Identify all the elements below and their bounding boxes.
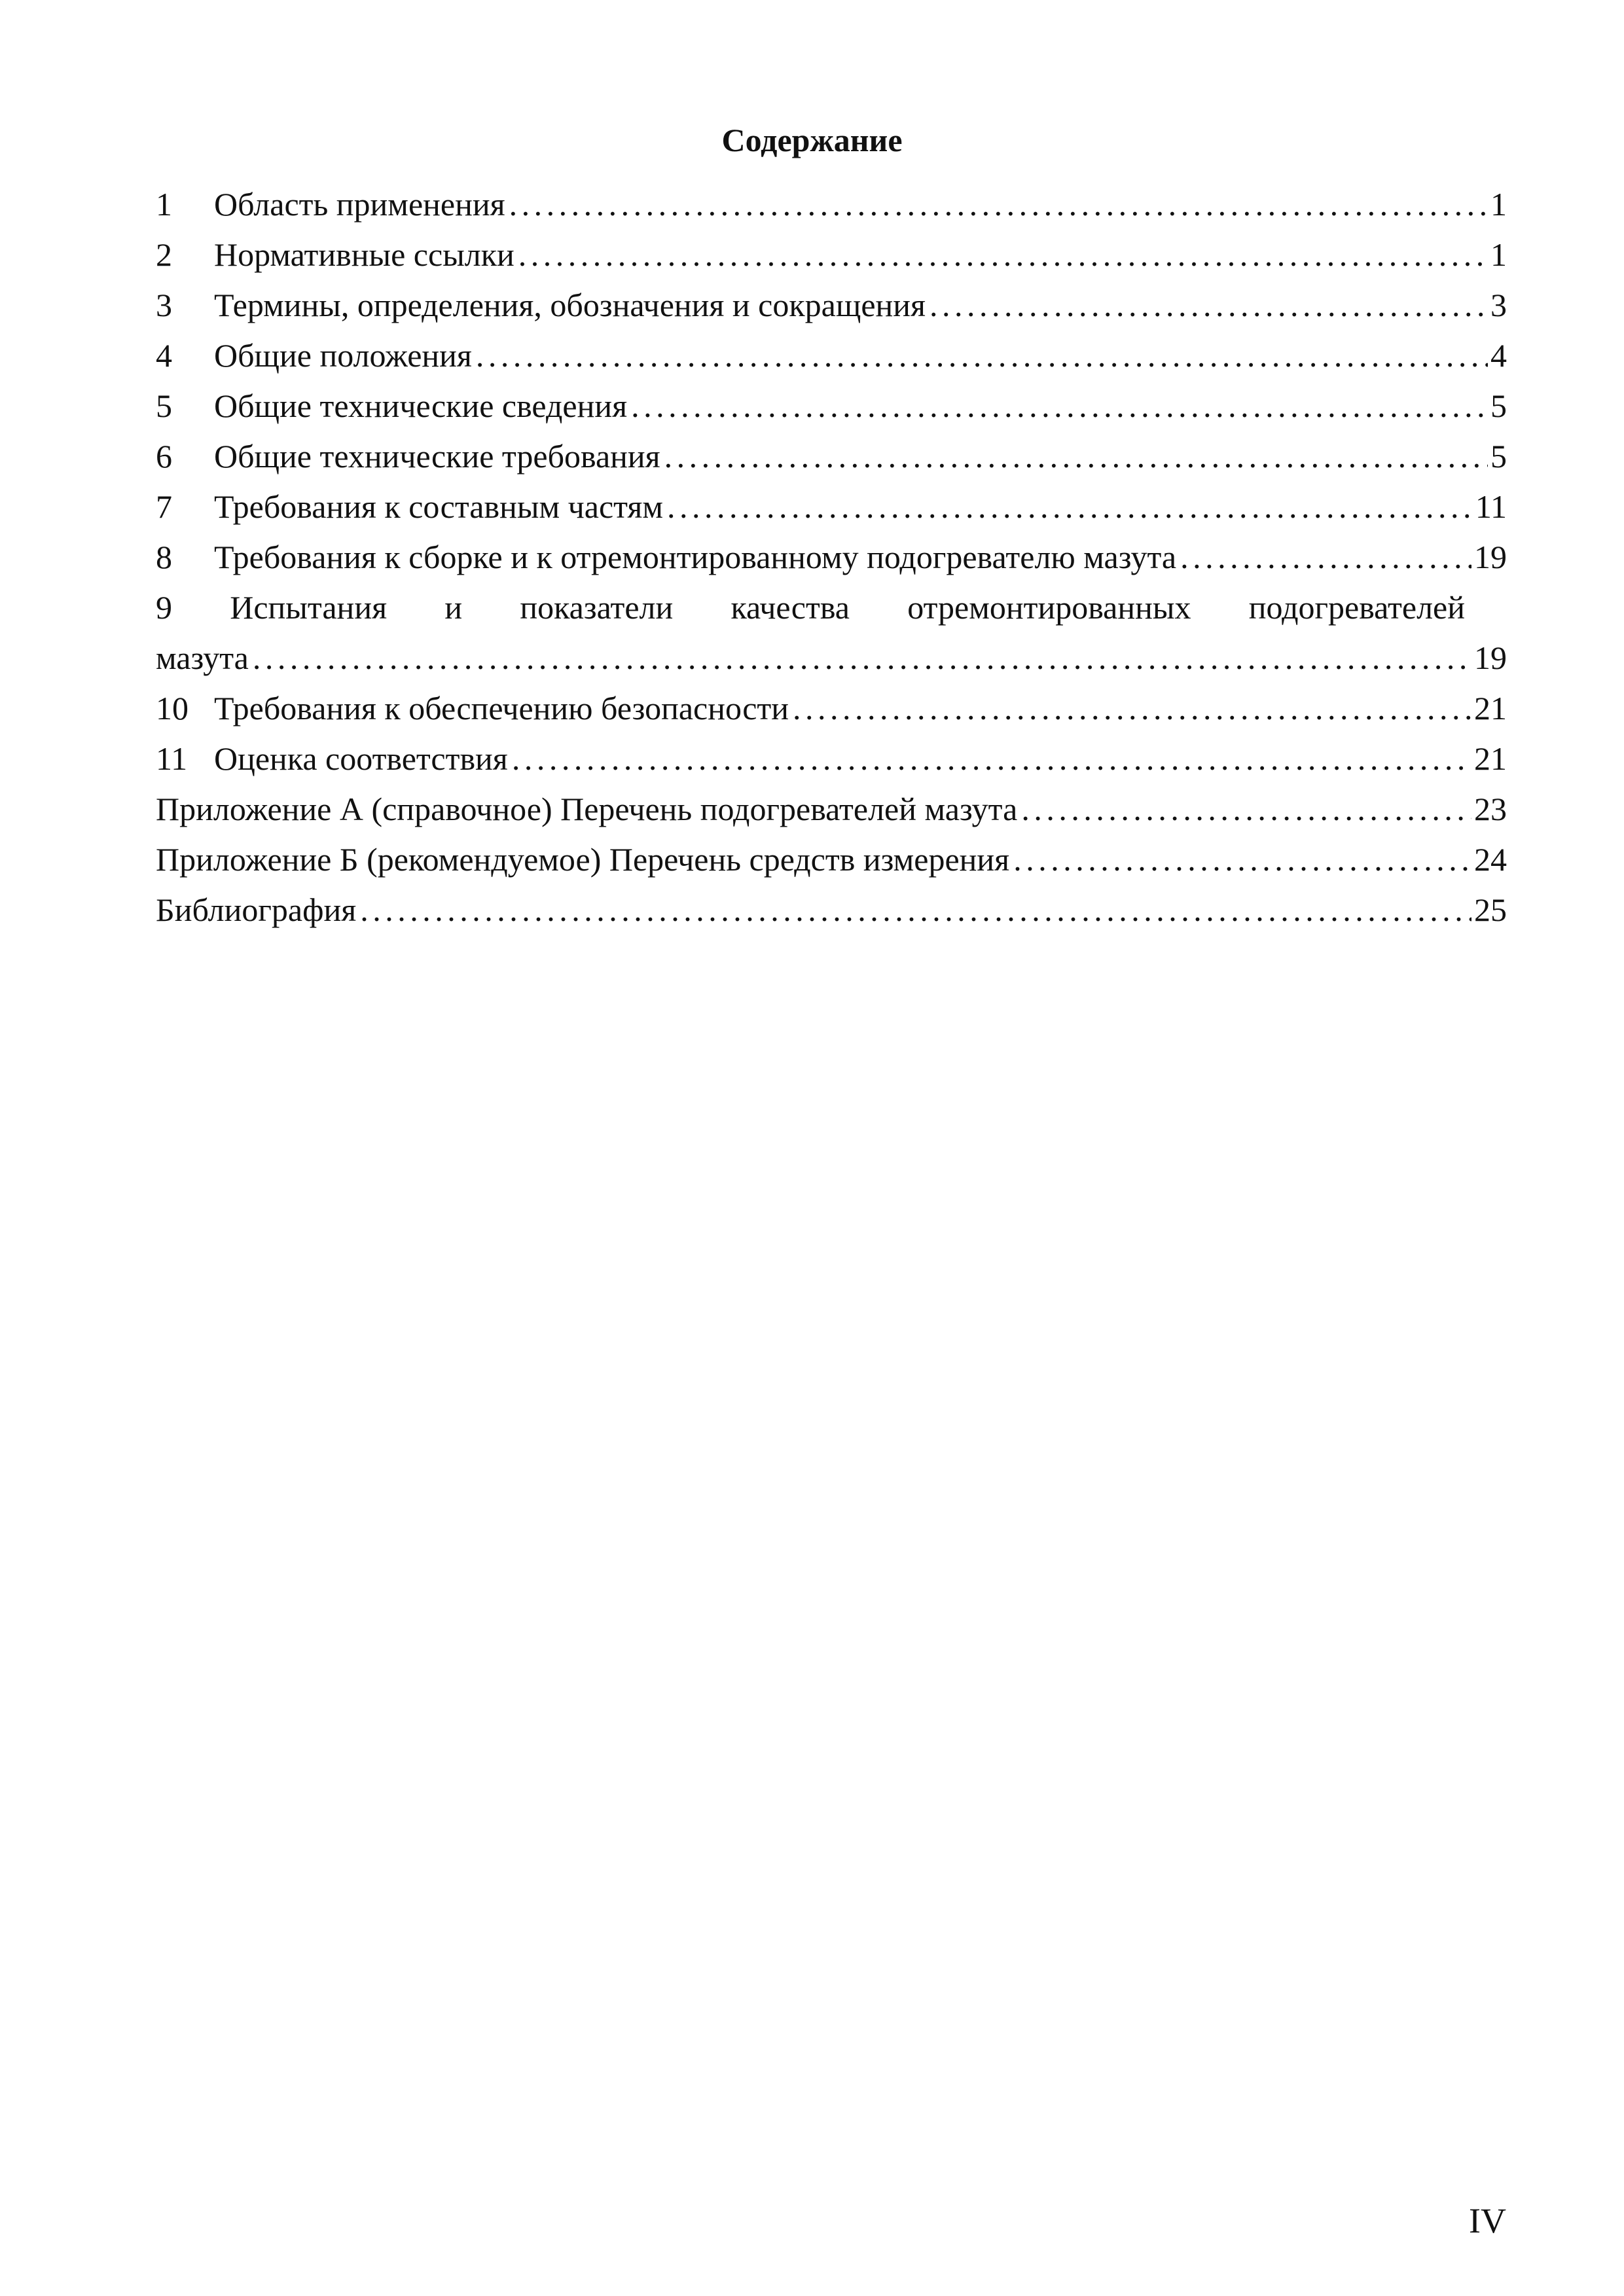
toc-entry-label: Библиография bbox=[156, 891, 357, 928]
toc-entry-label: Требования к составным частям bbox=[214, 488, 663, 525]
toc-entry-label: Общие технические требования bbox=[214, 438, 660, 475]
toc-entry-9-continuation[interactable] bbox=[156, 633, 1507, 683]
toc-entry-number: 9 bbox=[156, 589, 172, 626]
page-number: IV bbox=[1469, 2201, 1506, 2240]
leader-dots bbox=[476, 331, 1488, 381]
toc-entry-page: 1 bbox=[1490, 236, 1507, 273]
leader-dots bbox=[509, 179, 1488, 230]
leader-dots bbox=[664, 431, 1488, 482]
toc-entry-page: 25 bbox=[1474, 891, 1507, 928]
leader-dots bbox=[518, 230, 1488, 280]
table-of-contents bbox=[156, 179, 1507, 935]
toc-entry-number: 10 bbox=[156, 690, 189, 726]
toc-entry-page: 21 bbox=[1474, 740, 1507, 777]
toc-entry-number: 6 bbox=[156, 438, 172, 475]
toc-entry-page: 19 bbox=[1474, 539, 1507, 575]
leader-dots bbox=[1021, 784, 1471, 834]
toc-entry-number: 1 bbox=[156, 186, 172, 223]
toc-entry-page: 3 bbox=[1490, 287, 1507, 323]
toc-entry-number: 5 bbox=[156, 387, 172, 424]
leader-dots bbox=[667, 482, 1473, 532]
toc-entry-word: подогревателей bbox=[1248, 589, 1465, 626]
toc-entry-number: 8 bbox=[156, 539, 172, 575]
toc-entry-word: показатели bbox=[520, 589, 674, 626]
leader-dots bbox=[1013, 834, 1471, 885]
leader-dots bbox=[360, 885, 1471, 935]
toc-entry[interactable] bbox=[156, 331, 1507, 381]
toc-entry-label: Общие технические сведения bbox=[214, 387, 628, 424]
toc-entry[interactable] bbox=[156, 532, 1507, 583]
toc-entry[interactable] bbox=[156, 280, 1507, 331]
toc-bibliography-entry[interactable] bbox=[156, 885, 1507, 935]
toc-entry-page: 5 bbox=[1490, 438, 1507, 475]
toc-entry-number: 2 bbox=[156, 236, 172, 273]
toc-entry-label: мазута bbox=[156, 639, 249, 676]
toc-entry-word: и bbox=[444, 589, 463, 626]
toc-entry-label: Требования к обеспечению безопасности bbox=[214, 690, 789, 726]
toc-entry-page: 5 bbox=[1490, 387, 1507, 424]
toc-entry-label: Область применения bbox=[214, 186, 505, 223]
toc-entry-number: 3 bbox=[156, 287, 172, 323]
toc-entry-word: отремонтированных bbox=[907, 589, 1191, 626]
toc-entry-page: 19 bbox=[1474, 639, 1507, 676]
toc-entry-page: 21 bbox=[1474, 690, 1507, 726]
toc-entry-9-first-line[interactable] bbox=[156, 583, 1507, 633]
toc-entry[interactable] bbox=[156, 431, 1507, 482]
toc-title: Содержание bbox=[721, 122, 903, 158]
toc-appendix-entry[interactable] bbox=[156, 784, 1507, 834]
toc-entry-label: Термины, определения, обозначения и сокращения bbox=[214, 287, 926, 323]
toc-entry-page: 23 bbox=[1474, 791, 1507, 827]
toc-entry-number: 11 bbox=[156, 740, 188, 777]
toc-entry-label: Общие положения bbox=[214, 337, 472, 374]
toc-entry[interactable] bbox=[156, 683, 1507, 734]
toc-entry-label: Требования к сборке и к отремонтированному подогревателю мазута bbox=[214, 539, 1177, 575]
toc-entry-label: Приложение А (справочное) Перечень подогревателей мазута bbox=[156, 791, 1018, 827]
leader-dots bbox=[512, 734, 1471, 784]
toc-entry-word: качества bbox=[731, 589, 850, 626]
toc-entry[interactable] bbox=[156, 734, 1507, 784]
toc-entry-number: 4 bbox=[156, 337, 172, 374]
toc-entry[interactable] bbox=[156, 482, 1507, 532]
toc-entry-page: 4 bbox=[1490, 337, 1507, 374]
toc-entry[interactable] bbox=[156, 179, 1507, 230]
toc-entry-page: 1 bbox=[1490, 186, 1507, 223]
toc-appendix-entry[interactable] bbox=[156, 834, 1507, 885]
toc-entry-page: 24 bbox=[1474, 841, 1507, 878]
toc-entry-label: Приложение Б (рекомендуемое) Перечень средств измерения bbox=[156, 841, 1010, 878]
toc-entry-label: Оценка соответствия bbox=[214, 740, 508, 777]
toc-entry[interactable] bbox=[156, 381, 1507, 431]
leader-dots bbox=[929, 280, 1488, 331]
toc-entry[interactable] bbox=[156, 230, 1507, 280]
leader-dots bbox=[253, 633, 1471, 683]
leader-dots bbox=[793, 683, 1471, 734]
leader-dots bbox=[1180, 532, 1471, 583]
toc-entry-number: 7 bbox=[156, 488, 172, 525]
toc-entry-word: Испытания bbox=[230, 589, 388, 626]
toc-entry-label: Нормативные ссылки bbox=[214, 236, 514, 273]
toc-entry-page: 11 bbox=[1475, 488, 1507, 525]
leader-dots bbox=[631, 381, 1488, 431]
